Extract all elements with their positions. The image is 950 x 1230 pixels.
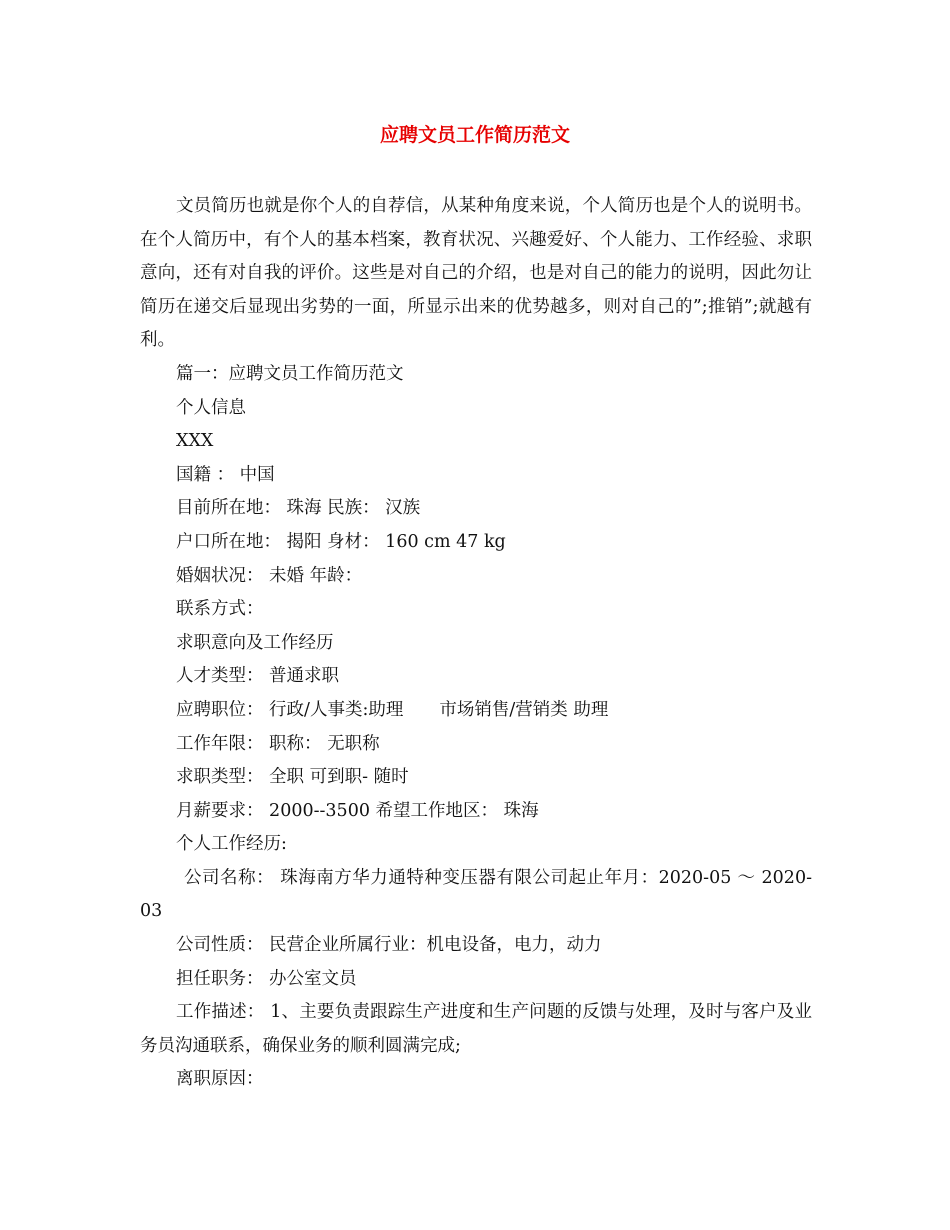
position-a: 应聘职位： 行政/人事类:助理 <box>176 699 404 720</box>
hukou-line: 户口所在地： 揭阳 身材： 160 cm 47 kg <box>176 531 506 552</box>
job-type-line: 求职类型： 全职 可到职- 随时 <box>176 767 409 788</box>
intro-paragraph: 文员简历也就是你个人的自荐信，从某种角度来说，个人简历也是个人的说明书。在个人简历中，有个人的基本档案，教育状况、兴趣爱好、个人能力、工作经验、求职意向，还有对自我的评价。这些是对自己的介绍，也是对自己的能力的说明，因此勿让简历在递交后显现出劣势的一面，所显示出来的优势越多，则对自己的”;推销”;就越有利。 <box>140 196 812 351</box>
intent-heading: 求职意向及工作经历 <box>176 632 334 653</box>
talent-type-line: 人才类型： 普通求职 <box>176 666 340 687</box>
job-title-line: 担任职务： 办公室文员 <box>176 968 357 989</box>
contact-line: 联系方式： <box>176 599 264 620</box>
name-line: XXX <box>176 431 214 452</box>
document-title: 应聘文员工作简历范文 <box>379 124 570 146</box>
company-nature-line: 公司性质： 民营企业所属行业：机电设备，电力，动力 <box>176 935 602 956</box>
section-heading: 篇一：应聘文员工作简历范文 <box>176 363 404 384</box>
work-history-heading: 个人工作经历: <box>176 834 287 855</box>
current-location-line: 目前所在地： 珠海 民族： 汉族 <box>176 498 421 519</box>
company-line: 公司名称： 珠海南方华力通特种变压器有限公司起止年月：2020-05 ～ 2020-03 <box>140 867 812 922</box>
leave-reason-line: 离职原因： <box>176 1069 264 1090</box>
marital-line: 婚姻状况： 未婚 年龄： <box>176 565 363 586</box>
nationality-line: 国籍 ： 中国 <box>176 464 275 485</box>
document-body <box>140 190 812 1097</box>
position-b: 市场销售/营销类 助理 <box>439 699 609 720</box>
position-line <box>140 694 812 728</box>
job-description-line: 工作描述： 1、主要负责跟踪生产进度和生产问题的反馈与处理，及时与客户及业务员沟通联系，确保业务的顺利圆满完成; <box>140 1002 812 1056</box>
personal-info-heading: 个人信息 <box>176 397 246 418</box>
salary-line: 月薪要求： 2000--3500 希望工作地区： 珠海 <box>176 800 539 821</box>
work-years-line: 工作年限： 职称： 无职称 <box>176 733 380 754</box>
